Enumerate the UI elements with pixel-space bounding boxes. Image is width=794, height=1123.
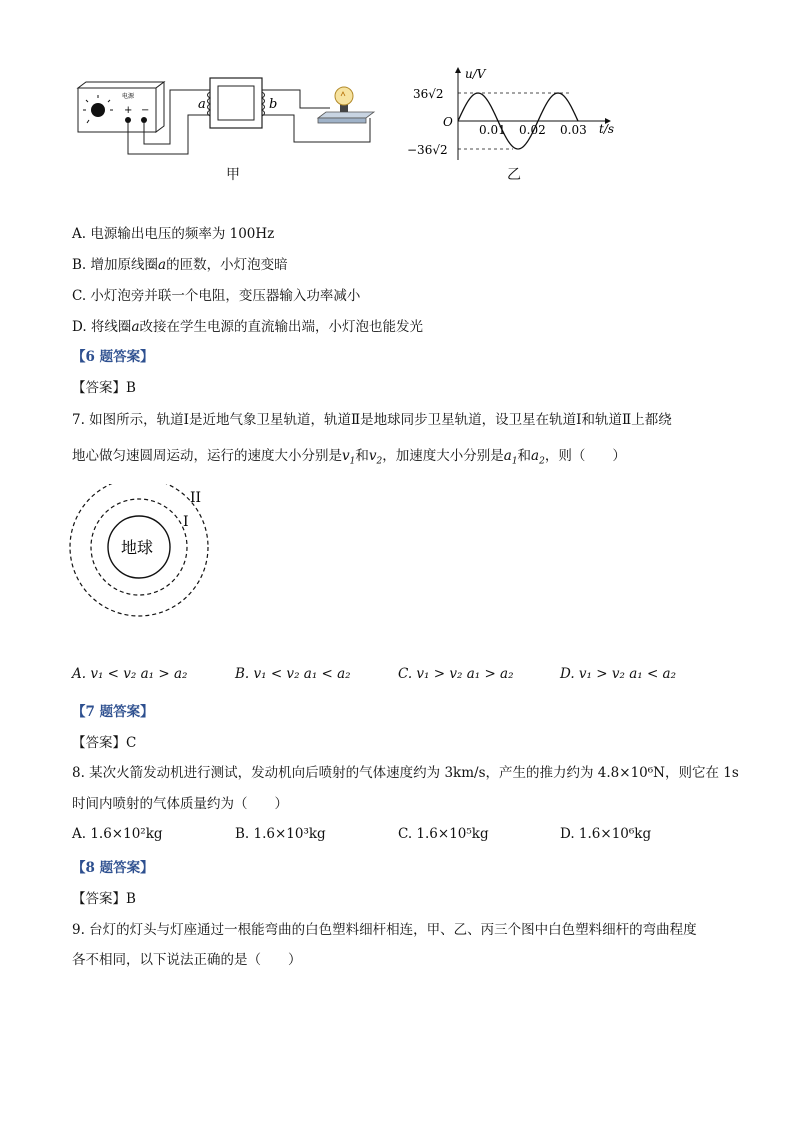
transformer	[208, 78, 265, 128]
q6-option-a: A. 电源输出电压的频率为 100Hz	[72, 226, 275, 242]
q8-stem-line2: 时间内喷射的气体质量约为（ ）	[72, 796, 288, 812]
q7-stem-part-a: 地心做匀速圆周运动，运行的速度大小分别是	[72, 448, 342, 464]
figure-yi-graph	[405, 62, 625, 167]
orbit-ii-label: II	[190, 490, 202, 506]
q6-option-b	[72, 255, 288, 275]
q7-stem-line1: 7. 如图所示，轨道Ⅰ是近地气象卫星轨道，轨道Ⅱ是地球同步卫星轨道，设卫星在轨道Ⅰ和轨道Ⅱ上都绕	[72, 412, 672, 428]
tick-label-2: 0.03	[560, 123, 587, 137]
q6-option-c: C. 小灯泡旁并联一个电阻，变压器输入功率减小	[72, 288, 361, 304]
coil-b-label: b	[269, 97, 278, 112]
q6-option-b-text: B. 增加原线圈	[72, 257, 159, 273]
q8-option-a: A. 1.6×10²kg	[72, 826, 163, 842]
q7-stem-part-d: 和	[517, 448, 532, 464]
q7-stem-line2	[72, 446, 626, 472]
power-supply-label: 电源	[122, 93, 135, 100]
y-axis-label: u/V	[465, 67, 486, 81]
figure-yi-caption: 乙	[507, 167, 521, 183]
q6-answer: 【答案】B	[72, 380, 136, 396]
coil-a-label: a	[198, 97, 206, 112]
q7-stem-part-b: 和	[355, 448, 369, 464]
earth-label: 地球	[121, 538, 154, 557]
q8-option-c: C. 1.6×10⁵kg	[398, 826, 489, 842]
q6-option-d	[72, 317, 423, 337]
q7-var-a2: $a_2$	[531, 448, 545, 467]
origin-label: O	[443, 115, 453, 129]
q8-option-d: D. 1.6×10⁶kg	[560, 826, 652, 842]
q8-stem-line1: 8. 某次火箭发动机进行测试，发动机向后喷射的气体速度约为 3km/s，产生的推力约为 4.8×10⁶N，则它在 1s	[72, 765, 739, 781]
svg-text:+: +	[124, 105, 133, 116]
q6-option-d-rest: 改接在学生电源的直流输出端，小灯泡也能发光	[139, 319, 423, 335]
q7-var-v1: $v_1$	[342, 448, 356, 467]
q7-stem-part-c: ，加速度大小分别是	[382, 448, 504, 464]
q8-option-b: B. 1.6×10³kg	[235, 826, 326, 842]
q7-answer-header: 【7 题答案】	[72, 704, 154, 720]
q7-option-b: B. v₁ < v₂ a₁ < a₂	[235, 666, 351, 682]
q7-option-d: D. v₁ > v₂ a₁ < a₂	[560, 666, 677, 682]
q9-stem-line1: 9. 台灯的灯头与灯座通过一根能弯曲的白色塑料细杆相连，甲、乙、丙三个图中白色塑料细杆的弯曲程度	[72, 922, 697, 938]
q6-option-d-var: a	[131, 319, 140, 335]
q9-stem-line2: 各不相同，以下说法正确的是（ ）	[72, 952, 302, 968]
q6-option-b-rest: 的匝数，小灯泡变暗	[166, 257, 288, 273]
figure-orbits	[66, 484, 226, 624]
figure-jia-caption: 甲	[226, 167, 240, 183]
power-supply-box	[78, 82, 164, 132]
q8-answer: 【答案】B	[72, 891, 136, 907]
q7-option-c: C. v₁ > v₂ a₁ > a₂	[398, 666, 514, 682]
y-min-label: −36√2	[407, 143, 448, 157]
light-bulb	[318, 87, 374, 123]
q6-option-b-var: a	[158, 257, 167, 273]
figure-jia-circuit	[70, 70, 390, 165]
x-axis-label: t/s	[599, 122, 615, 136]
q6-answer-header: 【6 题答案】	[72, 349, 154, 365]
tick-label-0: 0.01	[479, 123, 506, 137]
q6-option-d-text: D. 将线圈	[72, 319, 132, 335]
q7-var-v2: $v_2$	[368, 448, 383, 467]
q7-stem-part-e: ，则（ ）	[544, 448, 626, 464]
tick-label-1: 0.02	[519, 123, 546, 137]
svg-text:−: −	[141, 105, 150, 116]
q8-answer-header: 【8 题答案】	[72, 860, 154, 876]
q7-option-a: A. v₁ < v₂ a₁ > a₂	[72, 666, 188, 682]
orbit-i-label: I	[183, 514, 189, 530]
q7-answer: 【答案】C	[72, 735, 137, 751]
y-max-label: 36√2	[413, 87, 444, 101]
q7-var-a1: $a_1$	[503, 448, 518, 467]
